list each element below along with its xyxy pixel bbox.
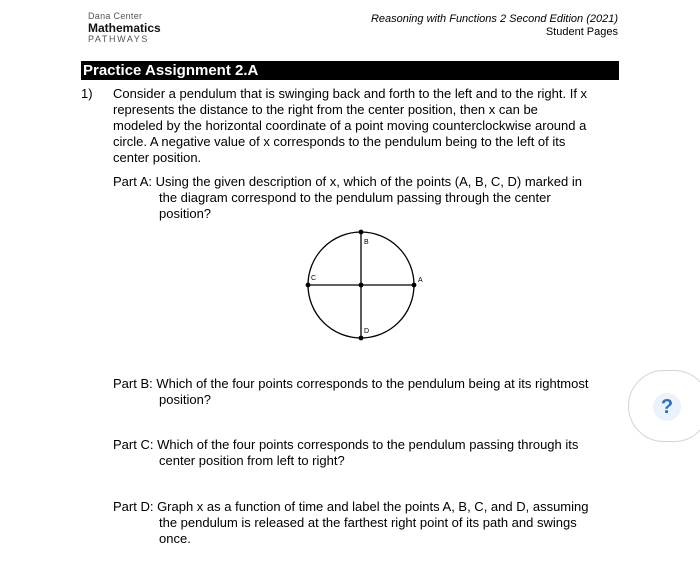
intro-line: Consider a pendulum that is swinging back and forth to the left and to the right. If x: [113, 86, 588, 101]
point-c: [306, 283, 311, 288]
logo-line-2: Mathematics: [88, 21, 161, 35]
part-c-line: Part C: Which of the four points corresponds to the pendulum passing through its: [113, 437, 579, 452]
logo-line-3: PATHWAYS: [88, 34, 149, 44]
part-a-line: position?: [159, 206, 212, 221]
part-b: [113, 376, 628, 408]
label-c: C: [311, 275, 317, 282]
label-d: D: [364, 328, 370, 335]
point-b: [359, 230, 364, 235]
logo-line-1: Dana Center: [88, 11, 143, 21]
question-mark-icon[interactable]: ?: [653, 393, 681, 421]
part-c-line: center position from left to right?: [159, 453, 345, 468]
dana-center-logo: [88, 12, 161, 44]
part-c: [113, 437, 628, 469]
question-number: 1): [81, 86, 93, 101]
part-d: [113, 499, 628, 547]
part-d-line: the pendulum is released at the farthest right point of its path and swings: [159, 515, 577, 530]
intro-line: center position.: [113, 150, 202, 165]
point-a: [412, 283, 417, 288]
page-subtitle: Student Pages: [545, 26, 618, 38]
unit-circle-diagram: [300, 228, 425, 348]
point-d: [359, 336, 364, 341]
part-a: [113, 174, 628, 222]
part-a-line: Part A: Using the given description of x, which of the points (A, B, C, D) marked in: [113, 174, 582, 189]
center-point: [359, 283, 364, 288]
part-b-line: position?: [159, 392, 212, 407]
intro-line: circle. A negative value of x corresponds to the pendulum being to the left of its: [113, 134, 566, 149]
question-intro: [113, 86, 623, 166]
label-a: A: [418, 277, 423, 284]
part-d-line: once.: [159, 531, 191, 546]
book-title: Reasoning with Functions 2 Second Edition (2021): [370, 13, 618, 25]
label-b: B: [364, 239, 369, 246]
part-a-line: the diagram correspond to the pendulum passing through the center: [159, 190, 551, 205]
intro-line: modeled by the horizontal coordinate of a point moving counterclockwise around a: [113, 118, 587, 133]
intro-line: represents the distance to the right from the center position, then x can be: [113, 102, 538, 117]
part-d-line: Part D: Graph x as a function of time and label the points A, B, C, and D, assuming: [113, 499, 589, 514]
help-button[interactable]: [628, 370, 700, 442]
part-b-line: Part B: Which of the four points corresponds to the pendulum being at its rightmost: [113, 376, 589, 391]
page-header: [371, 13, 618, 39]
assignment-title: Practice Assignment 2.A: [81, 61, 619, 80]
